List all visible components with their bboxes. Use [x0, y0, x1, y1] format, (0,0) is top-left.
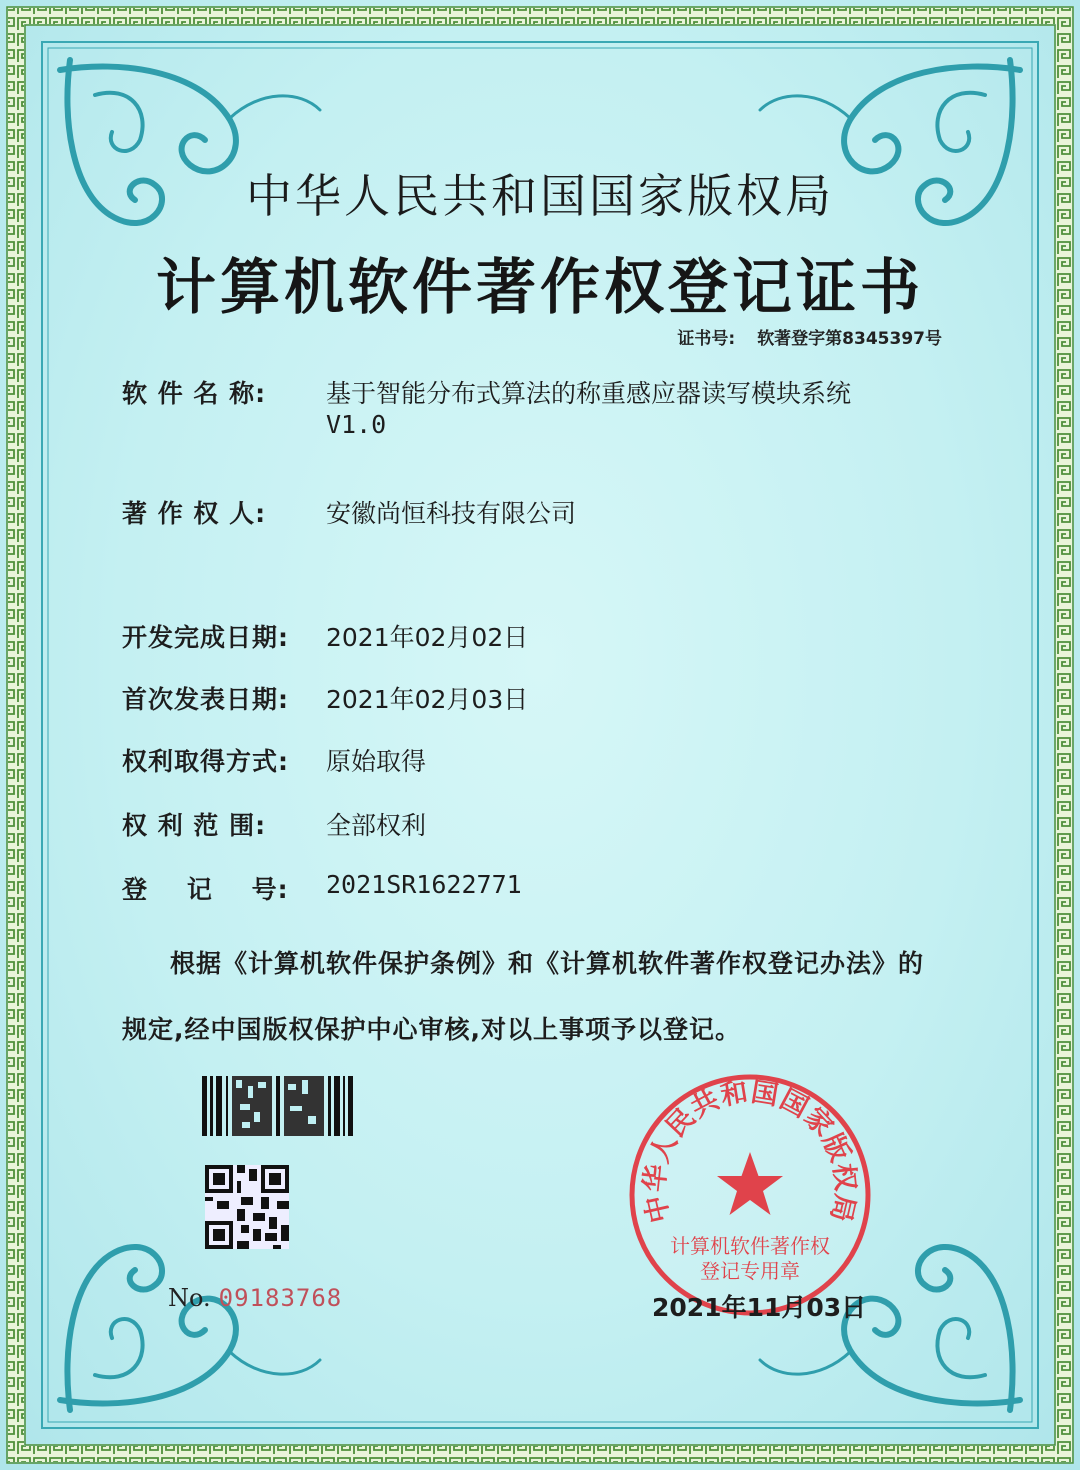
seal-inner-line-2: 登记专用章 [700, 1259, 800, 1283]
field-label: 权利取得方式: [122, 747, 289, 776]
serial-prefix: No. [168, 1284, 211, 1312]
field-value: 安徽尚恒科技有限公司 [326, 499, 577, 528]
field-value: 2021年02月02日 [326, 623, 529, 652]
field-software-name [122, 374, 851, 439]
certificate-title: 计算机软件著作权登记证书 [156, 253, 924, 323]
field-registration-number [122, 870, 522, 906]
field-publish-date [122, 680, 528, 716]
field-copyright-owner [122, 494, 576, 530]
official-seal [625, 1070, 875, 1320]
field-value: 原始取得 [326, 747, 427, 776]
software-version: V1.0 [326, 410, 387, 439]
field-label: 软 件 名 称: [122, 379, 267, 408]
statement-line-1: 根据《计算机软件保护条例》和《计算机软件著作权登记办法》的 [170, 949, 925, 978]
corner-ornament-bl [60, 1247, 320, 1410]
field-label: 权 利 范 围: [122, 811, 267, 840]
certificate-number [677, 324, 942, 349]
issuing-authority: 中华人民共和国国家版权局 [246, 169, 834, 223]
statement-line-2: 规定,经中国版权保护中心审核,对以上事项予以登记。 [122, 1015, 741, 1044]
certificate-number-value: 软著登字第8345397号 [757, 329, 942, 349]
seal-outer-text: 中华人民共和国国家版权局 [639, 1076, 861, 1226]
field-label: 登 记 号: [122, 875, 289, 904]
certificate-number-label: 证书号: [677, 329, 736, 349]
qr-code [205, 1165, 289, 1249]
serial-number [168, 1284, 342, 1312]
field-label: 开发完成日期: [122, 623, 289, 652]
field-label: 首次发表日期: [122, 685, 289, 714]
serial-value: 09183768 [218, 1284, 343, 1312]
field-label: 著 作 权 人: [122, 499, 267, 528]
barcode-image [202, 1076, 354, 1136]
field-acquisition-method [122, 742, 426, 778]
field-completion-date [122, 618, 528, 654]
seal-inner-line-1: 计算机软件著作权 [670, 1234, 830, 1258]
field-rights-scope [122, 806, 426, 842]
field-value: 全部权利 [326, 811, 427, 840]
field-value: 2021年02月03日 [326, 685, 529, 714]
field-value [326, 374, 851, 439]
issue-date: 2021年11月03日 [652, 1293, 867, 1322]
software-name-line1: 基于智能分布式算法的称重感应器读写模块系统 [326, 379, 852, 408]
field-value: 2021SR1622771 [326, 870, 522, 899]
